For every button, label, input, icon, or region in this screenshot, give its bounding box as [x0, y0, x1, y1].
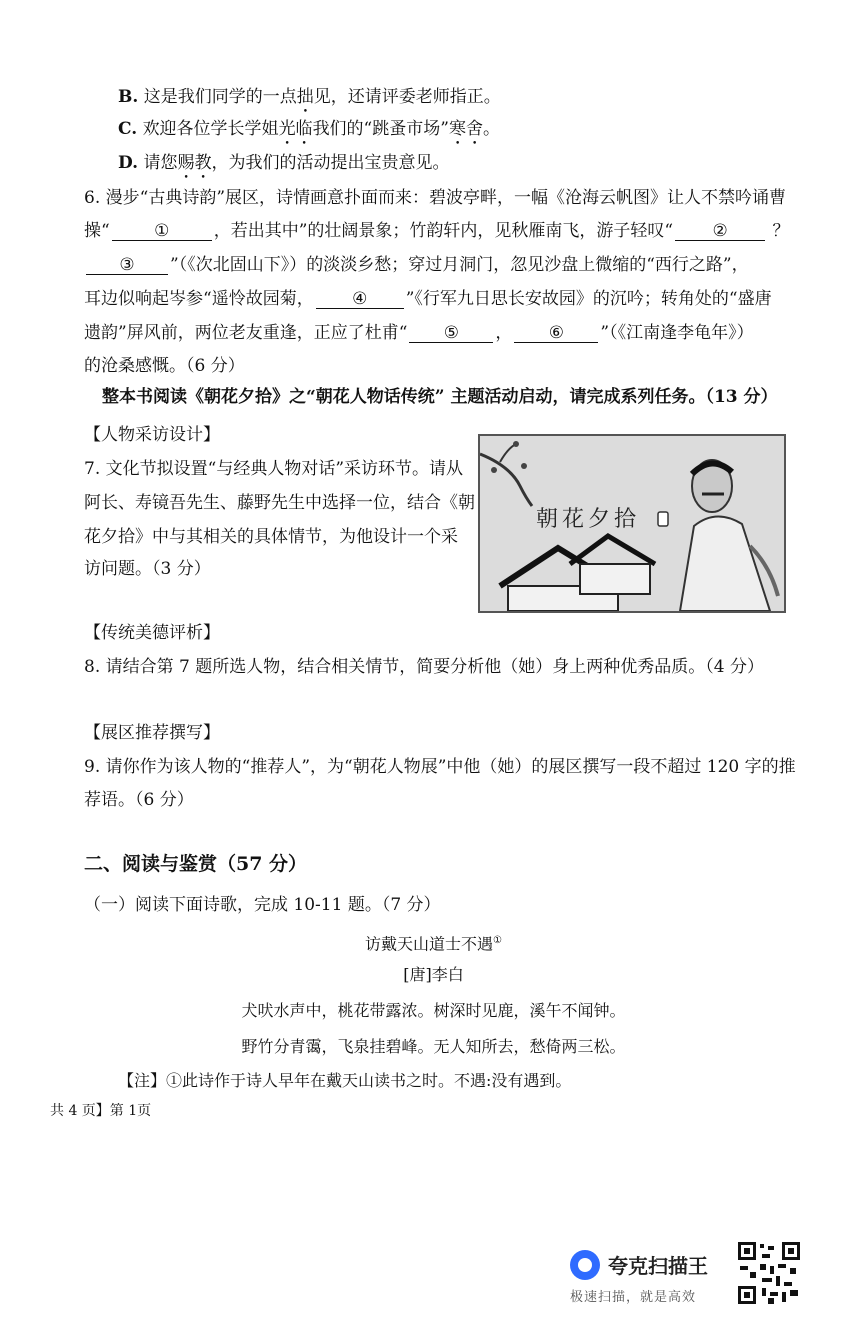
q9-line-1: 9. 请你作为该人物的“推荐人”，为“朝花人物展”中他（她）的展区撰写一段不超过 120 字的推: [84, 757, 796, 777]
poem-line-1: 犬吠水声中，桃花带露浓。树深时见鹿，溪午不闻钟。: [241, 1001, 626, 1020]
section-interview-heading: 【人物采访设计】: [84, 425, 220, 445]
option-d: D. 请您赐教，为我们的活动提出宝贵意见。: [118, 153, 450, 173]
q7-line-3: 花夕拾》中与其相关的具体情节，为他设计一个采: [84, 527, 458, 547]
q6-line-5: 遗韵”屏风前，两位老友重逢，正应了杜甫“ ⑤ ， ⑥ ”（《江南逢李龟年》）: [84, 323, 754, 343]
poem-note: 【注】①此诗作于诗人早年在戴天山读书之时。不遇:没有遇到。: [118, 1071, 572, 1090]
part-two-heading: 二、阅读与鉴赏（57 分）: [84, 853, 308, 875]
q6-line-6: 的沧桑感慨。（6 分）: [84, 356, 245, 376]
blank-6[interactable]: ⑥: [514, 324, 598, 343]
q6-line-4: 耳边似响起岑参“遥怜故园菊， ④ ”《行军九日思长安故园》的沉吟；转角处的“盛唐: [84, 289, 772, 309]
page-footer: 共 4 页】第 1页: [50, 1103, 152, 1119]
q6-line-1: 6. 漫步“古典诗韵”展区，诗情画意扑面而来：碧波亭畔，一幅《沧海云帆图》让人不禁吟诵曹: [84, 188, 787, 208]
section-virtue-heading: 【传统美德评析】: [84, 623, 220, 643]
poem-title: 访戴天山道士不遇①: [365, 934, 502, 954]
qr-code-icon: [736, 1240, 802, 1306]
illustration-title: 朝花夕拾: [536, 507, 641, 532]
brand-name: 夸克扫描王: [608, 1254, 708, 1278]
blank-4[interactable]: ④: [316, 290, 404, 309]
q7-line-4: 访问题。（3 分）: [84, 559, 211, 579]
q9-line-2: 荐语。（6 分）: [84, 790, 194, 810]
blank-5[interactable]: ⑤: [409, 324, 493, 343]
quark-logo-icon: [570, 1250, 600, 1280]
activity-intro: 整本书阅读《朝花夕拾》之“朝花人物话传统” 主题活动启动，请完成系列任务。（13 分）: [102, 387, 778, 407]
blank-2[interactable]: ②: [675, 222, 765, 241]
scanner-watermark: [570, 1240, 810, 1310]
poem-author: [唐]李白: [403, 965, 464, 984]
blank-3[interactable]: ③: [86, 256, 168, 275]
blank-1[interactable]: ①: [112, 222, 212, 241]
section-recommend-heading: 【展区推荐撰写】: [84, 723, 220, 743]
q8-text: 8. 请结合第 7 题所选人物，结合相关情节，简要分析他（她）身上两种优秀品质。（4 分）: [84, 657, 764, 677]
q7-line-1: 7. 文化节拟设置“与经典人物对话”采访环节。请从: [84, 459, 464, 479]
option-b: B. 这是我们同学的一点拙见，还请评委老师指正。: [118, 87, 501, 107]
zhaohua-xishi-illustration: [478, 434, 786, 613]
q6-line-3: ③ ”（《次北固山下》）的淡淡乡愁；穿过月洞门，忽见沙盘上微缩的“西行之路”，: [84, 254, 749, 276]
poem-line-2: 野竹分青霭，飞泉挂碧峰。无人知所去，愁倚两三松。: [241, 1037, 626, 1056]
brand-slogan: 极速扫描，就是高效: [570, 1290, 697, 1305]
q7-line-2: 阿长、寿镜吾先生、藤野先生中选择一位，结合《朝: [84, 493, 475, 513]
sub-section-one-heading: （一）阅读下面诗歌，完成 10-11 题。（7 分）: [84, 895, 441, 915]
option-c: C. 欢迎各位学长学姐光临我们的“跳蚤市场”寒舍。: [118, 119, 500, 139]
q6-line-2: 操“ ① ，若出其中”的壮阔景象；竹韵轩内，见秋雁南飞，游子轻叹“ ② ？: [84, 221, 790, 241]
